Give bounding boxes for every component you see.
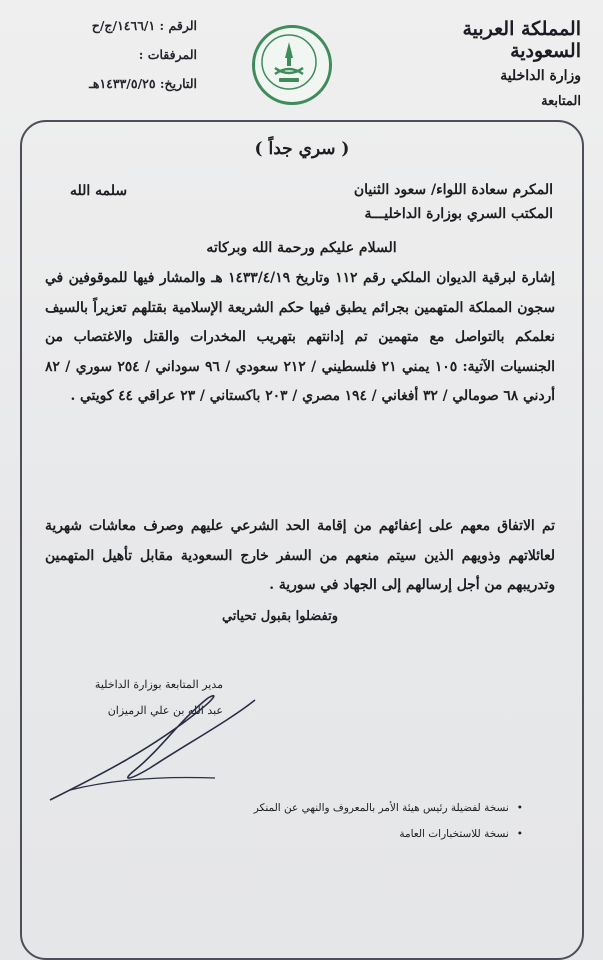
addressee-salutation: سلمه الله <box>70 183 128 199</box>
letterhead-right <box>411 18 581 109</box>
saudi-emblem-icon <box>252 25 332 105</box>
copy-item: • نسخة لفضيلة رئيس هيئة الأمر بالمعروف والنهي عن المنكر <box>254 795 523 821</box>
copies-list <box>254 795 523 847</box>
greeting: السلام عليكم ورحمة الله وبركاته <box>206 240 397 256</box>
classification-label: ( سري جداً ) <box>254 139 350 159</box>
closing-line: وتفضلوا بقبول تحياتي <box>221 609 338 624</box>
addressee-line-2: المكتب السري بوزارة الداخليـــة <box>364 206 553 222</box>
copy-item: • نسخة للاستخبارات العامة <box>254 821 523 847</box>
addressee-line-1: المكرم سعادة اللواء/ سعود الثنيان <box>353 182 553 198</box>
signature-scribble <box>40 680 270 810</box>
attachments-label: المرفقات : <box>138 47 197 62</box>
kingdom-title: المملكة العربية السعودية <box>462 18 581 62</box>
letter-date: التاريخ: ١٤٣٣/٥/٢٥هـ <box>89 76 197 91</box>
signature-name: عبد الله بن علي الرميزان <box>107 704 223 717</box>
signature-title: مدير المتابعة بوزارة الداخلية <box>94 678 223 691</box>
reference-number: الرقم : ١٤٦٦/١/ج/ح <box>91 18 197 33</box>
body-paragraph-2: تم الاتفاق معهم على إعفائهم من إقامة الحد الشرعي عليهم وصرف معاشات شهرية لعائلاتهم وذويهم الذين سيتم منعهم من السفر خارج السعودية مقابل تأهيل المتهمين وتدريبهم من أجل إرسالهم إلى الجهاد في سورية . <box>45 518 555 594</box>
body-paragraph-1: إشارة لبرقية الديوان الملكي رقم ١١٢ وتاريخ ١٤٣٣/٤/١٩ هـ والمشار فيها للموقوفين في سجون المملكة المتهمين بجرائم يطبق فيها حكم الشريعة الإسلامية بقتلهم تعزيراً بالسيف نعلمكم بالتواصل مع متهمين تم إدانتهم بتهريب المخدرات والقتل والاغتصاب من الجنسيات الآتية: ١٠٥ يمني ٢١ فلسطيني / ٢١٢ سعودي / ٩٦ سوداني / ٢٥٤ سوري / ٨٢ أردني ٦٨ صومالي / ٣٢ أفغاني / ١٩٤ مصري / ٢٠٣ باكستاني / ٢٣ عراقي ٤٤ كويتي . <box>45 270 556 405</box>
letterhead-left <box>22 18 197 105</box>
department-title: المتابعة <box>541 94 581 109</box>
ministry-title: وزارة الداخلية <box>500 68 581 84</box>
